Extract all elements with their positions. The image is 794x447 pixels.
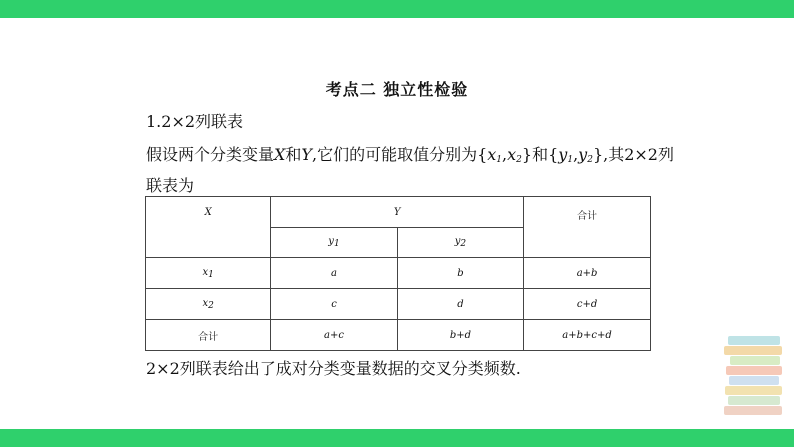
brace: } bbox=[592, 145, 604, 164]
page-heading: 考点二 独立性检验 bbox=[325, 80, 469, 99]
table-cell: b+d bbox=[397, 320, 523, 351]
header-x-label: X bbox=[204, 207, 212, 218]
row-label-text: x bbox=[202, 297, 209, 309]
var-x2: x bbox=[507, 145, 517, 164]
row-label: 合计 bbox=[146, 320, 271, 351]
subscript: 2 bbox=[516, 155, 522, 165]
intro-text: 和 bbox=[285, 145, 302, 164]
table-subheader-y1 bbox=[271, 228, 397, 258]
intro-text: 和 bbox=[532, 145, 549, 164]
intro-paragraph-line2: 联表为 bbox=[146, 176, 195, 195]
subscript: 1 bbox=[333, 239, 340, 249]
table-header-total: 合计 bbox=[524, 197, 651, 258]
bottom-accent-bar bbox=[0, 429, 794, 447]
y1-label: y bbox=[328, 236, 334, 247]
table-row bbox=[146, 289, 651, 320]
subscript: 2 bbox=[208, 300, 214, 311]
var-x1: x bbox=[487, 145, 497, 164]
row-label bbox=[146, 289, 271, 320]
comma: , bbox=[573, 145, 579, 164]
table-header-y bbox=[271, 197, 524, 228]
subscript: 1 bbox=[567, 155, 574, 165]
intro-paragraph-line1 bbox=[146, 142, 674, 165]
intro-text: ,其2×2列 bbox=[603, 145, 674, 164]
subscript: 1 bbox=[496, 155, 503, 165]
var-y: Y bbox=[301, 145, 312, 164]
subscript: 1 bbox=[208, 269, 214, 280]
brace: { bbox=[477, 145, 488, 164]
var-x: X bbox=[274, 145, 286, 164]
comma: , bbox=[502, 145, 508, 164]
table-cell-total: c+d bbox=[524, 289, 651, 320]
row-label bbox=[146, 258, 271, 289]
header-y-label: Y bbox=[393, 206, 401, 218]
table-cell-total: a+b bbox=[524, 258, 651, 289]
table-cell: a+c bbox=[271, 320, 397, 351]
subscript: 2 bbox=[460, 239, 467, 249]
table-row bbox=[146, 258, 651, 289]
table-cell: a bbox=[271, 258, 397, 289]
intro-text: ,它们的可能取值分别为 bbox=[311, 145, 478, 164]
table-header-x bbox=[146, 197, 271, 258]
intro-text: 假设两个分类变量 bbox=[146, 145, 275, 164]
subscript: 2 bbox=[587, 155, 593, 165]
y2-label: y bbox=[454, 236, 461, 247]
conclusion-text: 2×2列联表给出了成对分类变量数据的交叉分类频数. bbox=[146, 359, 521, 378]
brace: { bbox=[548, 145, 559, 164]
table-cell: d bbox=[397, 289, 523, 320]
table-cell: b bbox=[397, 258, 523, 289]
brace: } bbox=[521, 145, 533, 164]
top-accent-bar bbox=[0, 0, 794, 18]
var-y1: y bbox=[558, 145, 568, 164]
table-row bbox=[146, 320, 651, 351]
section-title: 1.2×2列联表 bbox=[146, 112, 244, 131]
table-cell-total: a+b+c+d bbox=[524, 320, 651, 351]
row-label-text: x bbox=[202, 266, 209, 278]
stacked-books-icon bbox=[720, 332, 790, 422]
contingency-table bbox=[145, 196, 651, 351]
table-subheader-y2 bbox=[397, 228, 523, 258]
var-y2: y bbox=[578, 145, 588, 164]
table-cell: c bbox=[271, 289, 397, 320]
